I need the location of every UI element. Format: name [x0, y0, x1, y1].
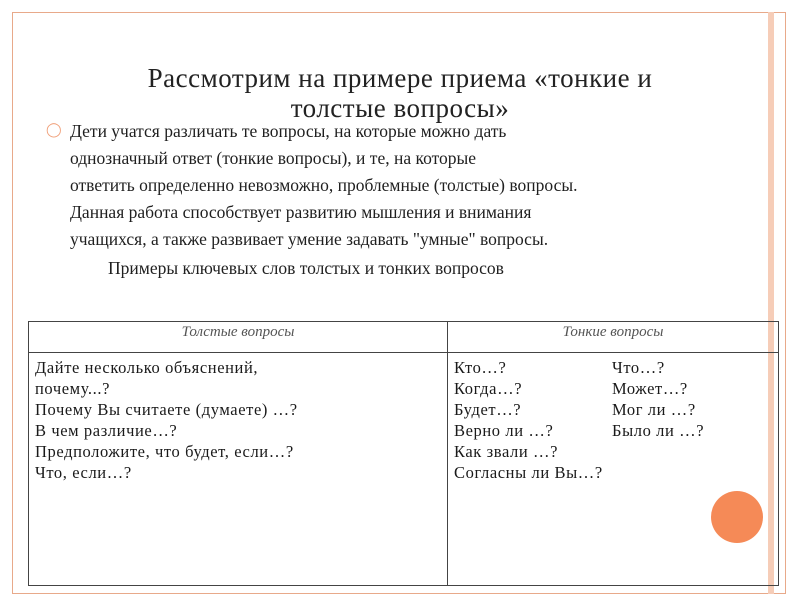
header-thick-questions: Толстые вопросы: [29, 322, 448, 353]
slide-title-line-1: Рассмотрим на примере приема «тонкие и: [147, 63, 653, 93]
list-item: Дайте несколько объяснений,: [35, 358, 259, 377]
thin-questions-list: [448, 353, 778, 483]
body-line: ответить определенно невозможно, проблемные (толстые) вопросы.: [70, 175, 578, 195]
list-item: В чем различие…?: [35, 421, 178, 440]
slide-title: [40, 62, 760, 123]
bullet-icon: ◯: [46, 123, 62, 138]
list-item: Верно ли …? Было ли …?: [454, 421, 705, 440]
body-line: Дети учатся различать те вопросы, на которые можно дать: [70, 121, 507, 141]
list-item: Как звали …?: [454, 442, 559, 461]
list-item: Будет…? Мог ли …?: [454, 400, 696, 419]
slide-title-line-2: толстые вопросы»: [290, 93, 510, 123]
decorative-circle-icon: [711, 491, 763, 543]
body-line: Данная работа способствует развитию мышления и внимания: [70, 202, 532, 222]
table-row: [29, 353, 779, 586]
table-header-row: [29, 322, 779, 353]
table-caption: Примеры ключевых слов толстых и тонких вопросов: [108, 258, 504, 278]
body-line: однозначный ответ (тонкие вопросы), и те, на которые: [70, 148, 477, 168]
thick-questions-list: [29, 353, 447, 483]
list-item: почему...?: [35, 379, 111, 398]
list-item: Почему Вы считаете (думаете) …?: [35, 400, 298, 419]
header-thin-questions: Тонкие вопросы: [448, 322, 779, 353]
thin-questions-cell: [448, 353, 779, 586]
list-item: Согласны ли Вы…?: [454, 463, 603, 482]
body-paragraph: [70, 118, 760, 253]
thick-questions-cell: [29, 353, 448, 586]
list-item: Кто…? Что…?: [454, 358, 665, 377]
questions-table: [28, 321, 779, 586]
list-item: Предположите, что будет, если…?: [35, 442, 294, 461]
body-line: учащихся, а также развивает умение задавать "умные" вопросы.: [70, 229, 549, 249]
list-item: Что, если…?: [35, 463, 132, 482]
list-item: Когда…? Может…?: [454, 379, 688, 398]
